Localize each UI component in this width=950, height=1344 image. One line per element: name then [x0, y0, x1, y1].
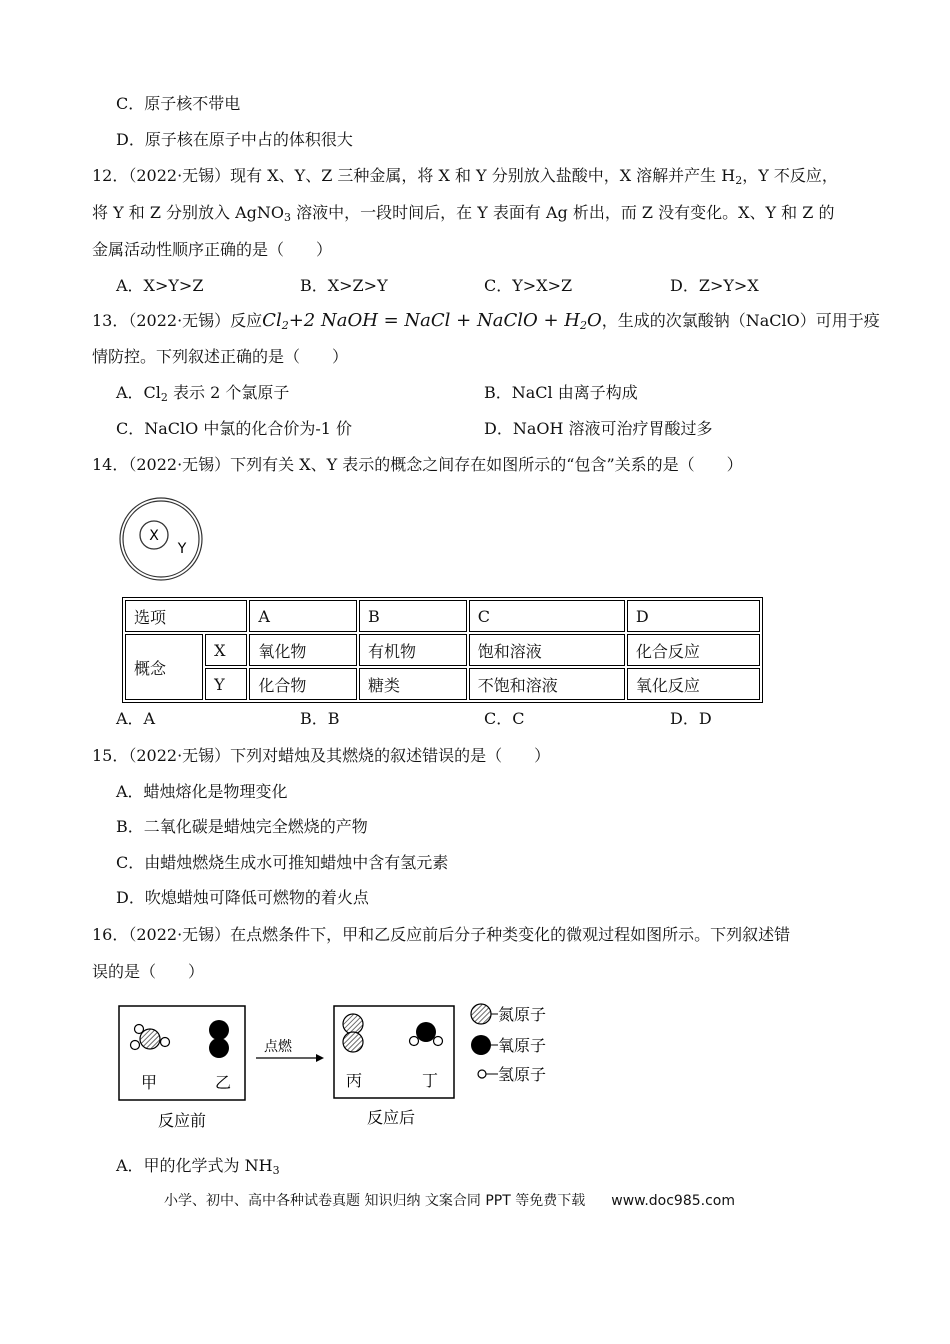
- q11-option-c: C．原子核不带电: [116, 94, 241, 113]
- cell-x-d: 化合反应: [627, 634, 760, 666]
- label-after: 反应后: [366, 1108, 416, 1127]
- venn-label-x: X: [149, 528, 159, 544]
- q16-stem-line1: 16．（2022·无锡）在点燃条件下，甲和乙反应前后分子种类变化的微观过程如图所示。下列叙述错: [92, 925, 791, 944]
- cell-y-d: 氧化反应: [627, 668, 760, 700]
- q15-option-b: B．二氧化碳是蜡烛完全燃烧的产物: [116, 817, 368, 836]
- cell-y-c: 不饱和溶液: [469, 668, 625, 700]
- q16-stem-line2: 误的是（ ）: [92, 962, 205, 981]
- q13-option-b: B．NaCl 由离子构成: [484, 383, 638, 402]
- q14-option-a: A．A: [116, 709, 156, 728]
- q13-option-a: A．$Cl_2$ 表示 2 个氯原子: [116, 383, 290, 404]
- legend-n-text: 氮原子: [498, 1005, 547, 1024]
- table-row-y: [125, 668, 760, 700]
- cell-x-c: 饱和溶液: [469, 634, 625, 666]
- q13-option-d: D．NaOH 溶液可治疗胃酸过多: [484, 419, 713, 438]
- q12-stem-line2: 将 Y 和 Z 分别放入 AgNO$_3$ 溶液中，一段时间后，在 Y 表面有 Ag 析出，而 Z 没有变化。X、Y 和 Z 的: [92, 203, 835, 224]
- molecule-ding: [410, 1022, 443, 1046]
- cell-x-a: 氧化物: [249, 634, 357, 666]
- legend-o-text: 氧原子: [498, 1036, 547, 1055]
- legend-hydrogen: [478, 1065, 546, 1084]
- molecule-bing: [343, 1014, 363, 1052]
- table-row-x: [125, 634, 760, 666]
- q12-stem-line1: 12．（2022·无锡）现有 X、Y、Z 三种金属，将 X 和 Y 分别放入盐酸中，X 溶解并产生 $H_2$，Y 不反应，: [92, 166, 838, 187]
- cell-y-a: 化合物: [249, 668, 357, 700]
- q12-option-b: B．X>Z>Y: [300, 276, 388, 295]
- cell-y-b: 糖类: [359, 668, 467, 700]
- q15-option-c: C．由蜡烛燃烧生成水可推知蜡烛中含有氢元素: [116, 853, 449, 872]
- label-yi: 乙: [214, 1073, 232, 1092]
- cell-x-b: 有机物: [359, 634, 467, 666]
- outer-circle-y-inner: [123, 501, 199, 577]
- row-label-concept: 概念: [125, 634, 203, 700]
- outer-circle-y: [120, 498, 202, 580]
- table-header-row: [125, 600, 760, 632]
- reaction-diagram: [112, 998, 582, 1138]
- header-b: B: [359, 600, 467, 632]
- q12-option-a: A．X>Y>Z: [116, 276, 204, 295]
- q13-stem-line1: 13．（2022·无锡）反应$Cl_2+2$ NaOH = NaCl + NaClO + $H_2O$，生成的次氯酸钠（NaClO）可用于疫: [92, 310, 880, 332]
- label-bing: 丙: [345, 1071, 363, 1090]
- legend-oxygen: [471, 1035, 546, 1055]
- label-ding: 丁: [421, 1071, 439, 1090]
- header-option: 选项: [125, 600, 247, 632]
- q12-option-c: C．Y>X>Z: [484, 276, 573, 295]
- label-before: 反应前: [157, 1111, 207, 1130]
- q14-option-c: C．C: [484, 709, 525, 728]
- header-c: C: [469, 600, 625, 632]
- q14-option-d: D．D: [670, 709, 712, 728]
- q16-option-a: A．甲的化学式为 $NH_3$: [116, 1156, 280, 1177]
- q13-stem-line2: 情防控。下列叙述正确的是（ ）: [92, 347, 349, 366]
- row-label-x: X: [205, 634, 247, 666]
- footer-url[interactable]: www.doc985.com: [611, 1193, 735, 1209]
- q14-option-b: B．B: [300, 709, 340, 728]
- page-footer: [164, 1190, 735, 1210]
- label-condition: 点燃: [264, 1039, 292, 1055]
- footer-text: 小学、初中、高中各种试卷真题 知识归纳 文案合同 PPT 等免费下载: [164, 1193, 586, 1209]
- q12-option-d: D．Z>Y>X: [670, 276, 759, 295]
- q15-option-d: D．吹熄蜡烛可降低可燃物的着火点: [116, 888, 369, 907]
- molecule-yi: [209, 1020, 229, 1058]
- q14-stem: 14．（2022·无锡）下列有关 X、Y 表示的概念之间存在如图所示的“包含”关系的是（ ）: [92, 455, 743, 474]
- q12-stem-line3: 金属活动性顺序正确的是（ ）: [92, 240, 333, 259]
- legend-h-text: 氢原子: [498, 1065, 547, 1084]
- row-label-y: Y: [205, 668, 247, 700]
- legend-nitrogen: [471, 1004, 546, 1024]
- molecule-jia: [131, 1025, 170, 1050]
- venn-diagram: [114, 496, 210, 582]
- concept-table: [122, 597, 763, 703]
- arrow-head-icon: [316, 1054, 324, 1062]
- q11-option-d: D．原子核在原子中占的体积很大: [116, 130, 353, 149]
- q15-stem: 15．（2022·无锡）下列对蜡烛及其燃烧的叙述错误的是（ ）: [92, 746, 551, 765]
- q15-option-a: A．蜡烛熔化是物理变化: [116, 782, 288, 801]
- header-a: A: [249, 600, 357, 632]
- venn-label-y: Y: [177, 541, 187, 557]
- q13-option-c: C．NaClO 中氯的化合价为-1 价: [116, 419, 353, 438]
- label-jia: 甲: [140, 1073, 158, 1092]
- q13-equation: $Cl_2+2$ NaOH = NaCl + NaClO + $H_2O$: [262, 310, 602, 332]
- header-d: D: [627, 600, 760, 632]
